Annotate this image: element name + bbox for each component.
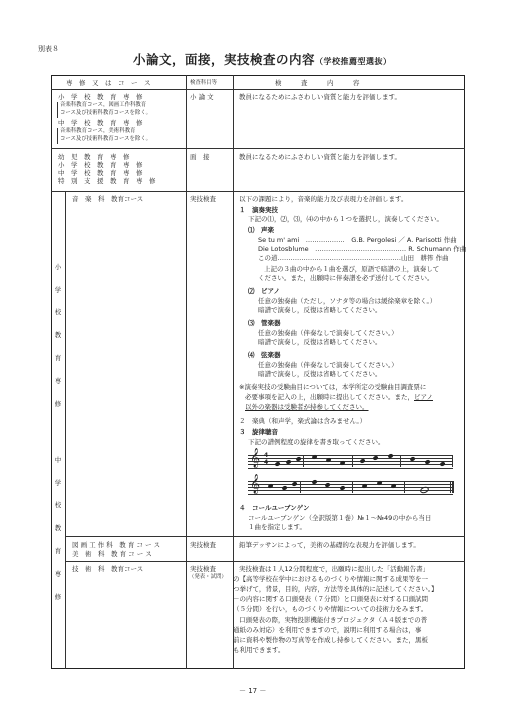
vlabel-char: 学: [54, 479, 62, 487]
header-subject: 検査科目等: [190, 80, 217, 86]
course-elementary: 小 学 校 教 育 専 修: [58, 93, 143, 101]
row-divider-1: [51, 148, 465, 149]
course-music: 音 楽 科 教育コース: [72, 195, 144, 203]
music-line: ２ 楽典（和声学，楽式論は含みません。）: [239, 417, 367, 425]
barline: [404, 481, 405, 493]
music-line: １曲を指定します。: [248, 523, 306, 531]
music-line: 任意の独奏曲（伴奏なしで演奏してください。）: [258, 329, 398, 337]
barline: [352, 481, 353, 493]
vlabel-char: 専: [54, 377, 62, 385]
music-line: 任意の独奏曲（伴奏なしで演奏してください。）: [258, 361, 398, 369]
barline: [400, 455, 401, 467]
content-interview: 教員になるためにふさわしい資質と能力を評価します。: [239, 153, 401, 161]
tech-line: も利用できます。: [233, 646, 285, 654]
barline: [450, 481, 451, 493]
page-title: [133, 50, 392, 68]
subject-essay: 小 論 文: [190, 93, 214, 101]
music-note: ※演奏実技の受験曲目については，本学所定の受験曲目調査票に: [239, 383, 427, 391]
music-note-text: 必要事項を記入の上，出願時に提出してください。また，: [245, 393, 414, 401]
music-note-line: [245, 393, 433, 402]
course-junior-high-note-1: 音楽科教育コース，美術科教育: [60, 128, 136, 134]
tech-line: （５分間）を行い，ものづくりや情報についての技術力をみます。: [233, 605, 428, 613]
vlabel-char: 修: [54, 400, 62, 408]
music-line: Die Lotosblume …………………………………… R. Schumann 作曲: [258, 245, 467, 253]
tech-line: の【高等学校在学中におけるものづくりや情報に関する成果等を一: [233, 575, 428, 583]
barline: [300, 481, 301, 493]
bracket-left-2: [57, 128, 58, 144]
row-divider-4: [65, 561, 465, 562]
tech-line: －の内容に関する口頭発表（７分間）と口頭発表に対する口頭試問: [233, 595, 428, 603]
music-line: ください。また，出願時に伴奏譜を必ず送付してください。: [258, 274, 434, 282]
vlabel-char: 中: [54, 456, 62, 464]
tech-line: 前に資料や製作物の写真等を作成し持参してください。また，黒板: [233, 636, 428, 644]
vlabel-char: 修: [54, 593, 62, 601]
music-heading: １ 演奏実技: [239, 206, 278, 214]
music-heading: ⑴ 声楽: [248, 226, 274, 234]
course-special-support: 特 別 支 援 教 育 専 修: [58, 177, 156, 185]
time-signature-icon: 4 4: [264, 452, 269, 466]
course-elementary-note-2: コース及び技術科教育コースを除く。: [60, 110, 151, 116]
music-line: 任意の独奏曲（ただし，ソナタ等の場合は緩徐楽章を除く。）: [258, 297, 437, 305]
course-elementary-note-1: 音楽科教育コース，図画工作科教育: [60, 102, 147, 108]
music-line: Se tu m' ami ……………… G.B. Pergolesi ／ A. Parisotti 作曲: [258, 236, 457, 244]
barline: [352, 455, 353, 467]
vertical-label-divider: [65, 191, 66, 669]
row-divider-3: [65, 536, 465, 537]
music-line: 暗譜で演奏し，反復は省略してください。: [258, 370, 382, 378]
final-barline: [452, 481, 454, 493]
vlabel-char: 校: [54, 501, 62, 509]
col-divider-1: [186, 75, 187, 669]
title-sub: （学校推薦型選抜）: [315, 57, 392, 66]
vlabel-char: 育: [54, 547, 62, 555]
vlabel-char: 学: [54, 286, 62, 294]
music-note-underlined: ピアノ: [414, 393, 433, 401]
course-junior-high-2: 中 学 校 教 育 専 修: [58, 169, 143, 177]
vlabel-char: 小: [54, 263, 62, 271]
subject-music: 実技検査: [190, 195, 216, 203]
course-art-b: 美 術 科 教 育 コ ー ス: [72, 550, 152, 558]
course-art-a: 図 画 工 作 科 教 育 コ ー ス: [72, 541, 161, 549]
tech-line: 通紙のみ対応）を利用できますので，説明に利用する場合は，事: [233, 626, 422, 634]
music-heading: ３ 旋律聴音: [239, 428, 278, 436]
tech-line: 実技検査は１人12分間程度で，出願時に提出した「活動報告書」: [239, 565, 430, 573]
course-tech: 技 術 科 教育コース: [72, 565, 144, 573]
treble-clef-icon: 𝄞: [250, 474, 261, 494]
music-line: コールユーブンゲン（全訳版第１巻）№１～№49の中から当日: [248, 514, 432, 522]
music-line: この道…………………………………………………山田 耕筰 作曲: [258, 254, 449, 262]
music-line: 下記の譜例程度の旋律を書き取ってください。: [248, 438, 385, 446]
subject-tech: 実技検査: [190, 565, 216, 573]
course-junior-high-note-2: コース及び技術科教育コースを除く。: [60, 136, 151, 142]
subject-tech-note: （発表・試問）: [189, 574, 227, 580]
music-line: 暗譜で演奏し，反復は省略してください。: [258, 338, 382, 346]
music-line: 暗譜で演奏し，反復は省略してください。: [258, 306, 382, 314]
music-note-underlined-2: 以外の楽器は受験者が持参してください。: [245, 403, 369, 411]
course-kindergarten: 幼 児 教 育 専 修: [58, 153, 130, 161]
music-heading: ⑷ 弦楽器: [248, 351, 281, 359]
music-line: 上記の３曲の中から１曲を選び，原語で暗譜の上，演奏して: [264, 265, 440, 273]
appendix-label: 別表８: [38, 45, 59, 53]
course-junior-high: 中 学 校 教 育 専 修: [58, 119, 143, 127]
treble-clef-icon: 𝄞: [250, 448, 261, 468]
tech-line: 口頭発表の際，実物投影機能付きプロジェクタ（Ａ４版までの普: [239, 616, 428, 624]
subject-art: 実技検査: [190, 541, 216, 549]
music-heading: ⑶ 管楽器: [248, 319, 281, 327]
page-number: － 17 －: [239, 687, 267, 695]
header-course: 専 修 又 は コ ー ス: [66, 79, 151, 87]
music-heading: ４ コールユーブンゲン: [239, 504, 310, 512]
subject-interview: 面 接: [190, 153, 210, 161]
music-line: 下記の⑴，⑵，⑶，⑷の中から１つを選択し，演奏してください。: [248, 215, 443, 223]
barline: [452, 455, 453, 467]
header-content: 検 査 内 容: [275, 79, 360, 87]
content-essay: 教員になるためにふさわしい資質と能力を評価します。: [239, 93, 401, 101]
row-divider-2: [51, 191, 465, 192]
content-art: 鉛筆デッサンによって，美術の基礎的な表現力を評価します。: [239, 541, 420, 549]
title-main: 小論文，面接，実技検査の内容: [133, 52, 316, 67]
bracket-left: [57, 102, 58, 118]
course-elementary-2: 小 学 校 教 育 専 修: [58, 161, 143, 169]
vlabel-char: 校: [54, 308, 62, 316]
vlabel-char: 教: [54, 524, 62, 532]
tech-line: つ挙げて，背景，目的，内容，方法等を具体的に記述してください。】: [233, 585, 438, 593]
vlabel-char: 教: [54, 331, 62, 339]
vlabel-char: 育: [54, 354, 62, 362]
barline: [303, 455, 304, 467]
header-divider: [51, 89, 465, 90]
music-line: 以下の課題により，音楽的能力及び表現力を評価します。: [239, 195, 408, 203]
music-heading: ⑵ ピアノ: [248, 287, 280, 295]
vlabel-char: 専: [54, 570, 62, 578]
